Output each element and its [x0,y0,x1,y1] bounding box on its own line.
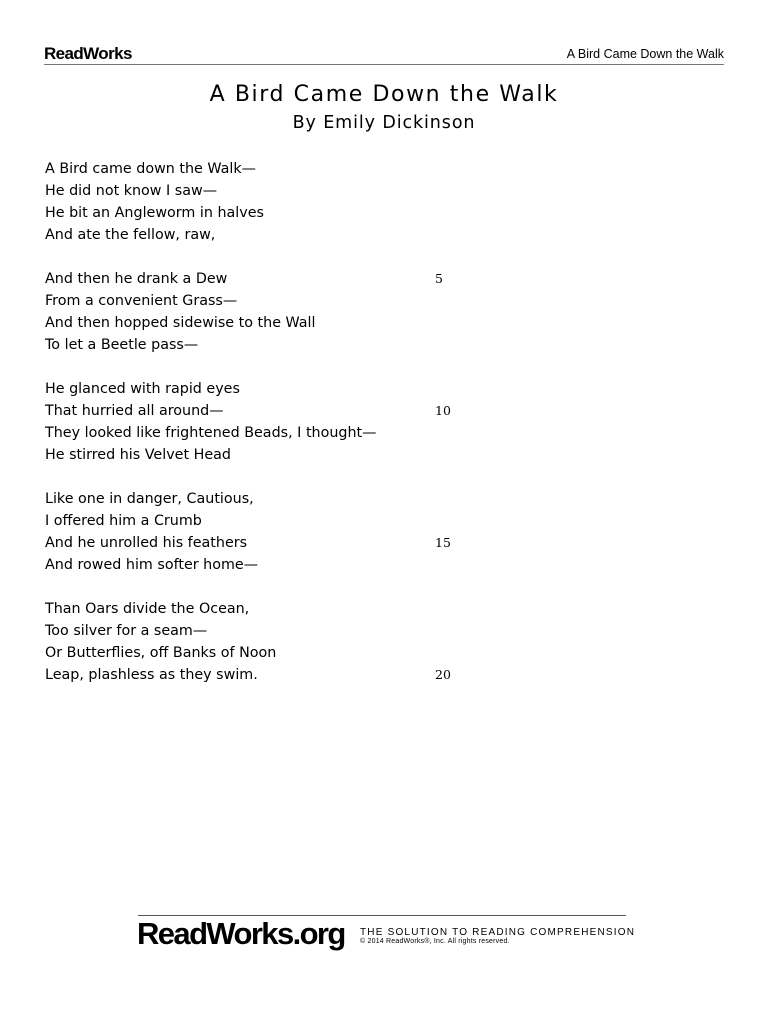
stanza [45,268,485,356]
poem-line [45,488,485,510]
line-text: To let a Beetle pass— [45,337,199,353]
line-number: 5 [435,271,443,286]
poem-line [45,642,485,664]
line-text: Leap, plashless as they swim. [45,667,258,683]
line-text: Than Oars divide the Ocean, [45,601,250,617]
line-text: And then hopped sidewise to the Wall [45,315,316,331]
poem-line [45,158,485,180]
line-text: From a convenient Grass— [45,293,238,309]
poem-line [45,510,485,532]
line-text: And ate the fellow, raw, [45,227,216,243]
header-logo: ReadWorks [44,44,132,63]
poem-line [45,334,485,356]
poem-line [45,532,485,554]
poem-line [45,598,485,620]
header-doc-title: A Bird Came Down the Walk [566,47,724,61]
poem-line [45,180,485,202]
poem-line [45,268,485,290]
poem-byline: By Emily Dickinson [292,113,476,133]
stanza [45,378,485,466]
line-text: He bit an Angleworm in halves [45,205,264,221]
poem-line [45,224,485,246]
line-text: And he unrolled his feathers [45,535,248,551]
line-text: And rowed him softer home— [45,557,259,573]
poem-line [45,378,485,400]
poem-line [45,312,485,334]
poem-line [45,290,485,312]
stanza [45,158,485,246]
poem-line [45,620,485,642]
line-text: He did not know I saw— [45,183,218,199]
stanza [45,488,485,576]
poem-body [45,158,485,708]
line-text: And then he drank a Dew [45,271,228,287]
line-text: They looked like frightened Beads, I thought— [45,425,377,441]
line-text: I offered him a Crumb [45,513,202,529]
line-text: A Bird came down the Walk— [45,161,256,177]
poem-title: A Bird Came Down the Walk [209,82,559,107]
poem-line [45,444,485,466]
line-number: 15 [435,535,451,550]
line-text: That hurried all around— [45,403,224,419]
poem-line [45,554,485,576]
line-number: 20 [435,667,451,682]
footer-logo: ReadWorks.org [137,916,345,951]
line-text: Too silver for a seam— [45,623,208,639]
poem-line [45,422,485,444]
line-number: 10 [435,403,451,418]
line-text: He stirred his Velvet Head [45,447,231,463]
poem-line [45,664,485,686]
stanza [45,598,485,686]
line-text: Like one in danger, Cautious, [45,491,254,507]
footer-copyright: © 2014 ReadWorks®, Inc. All rights reserved. [360,938,510,945]
footer-tagline: THE SOLUTION TO READING COMPREHENSION [360,927,636,938]
header-divider [44,64,724,65]
poem-line [45,400,485,422]
line-text: Or Butterflies, off Banks of Noon [45,645,277,661]
line-text: He glanced with rapid eyes [45,381,240,397]
poem-line [45,202,485,224]
